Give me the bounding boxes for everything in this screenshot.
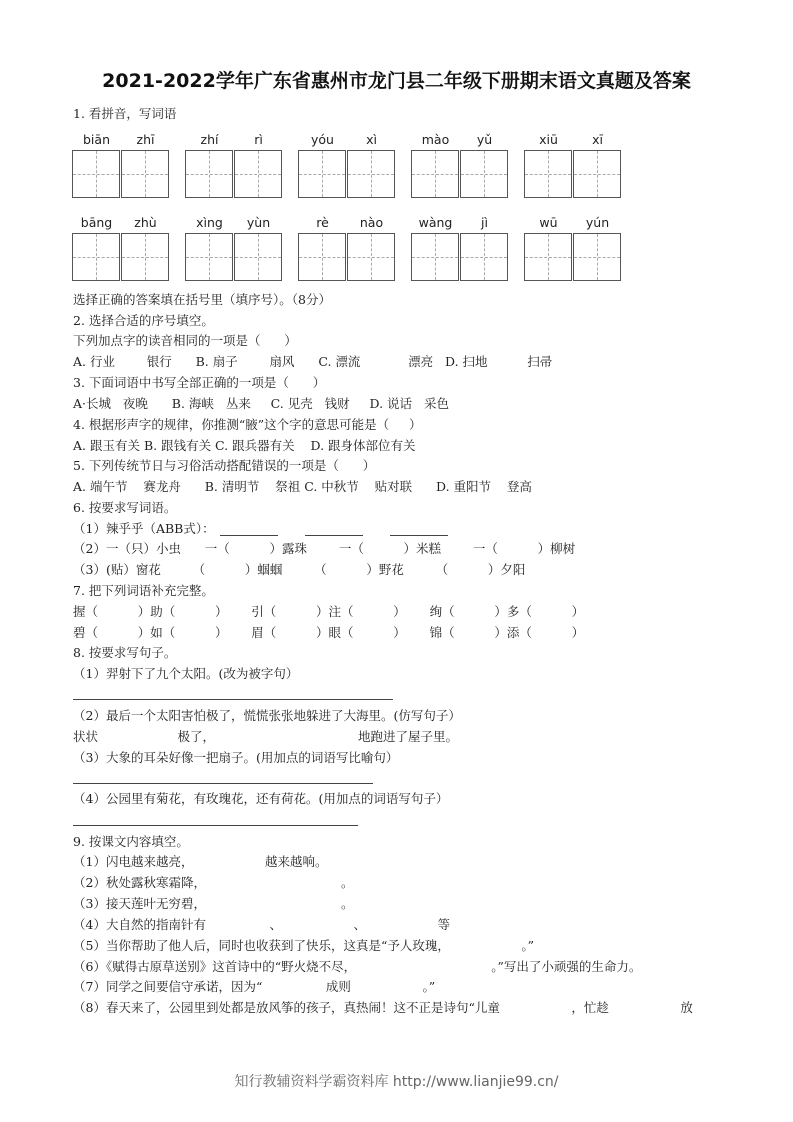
question-4-heading: 4. 根据形声字的规律，你推测“腋”这个字的意思可能是（ ）	[73, 417, 422, 432]
question-text: （1）辣乎乎（ABB式）：	[73, 521, 215, 536]
instruction-line: 选择正确的答案填在括号里（填序号）。（8分）	[73, 292, 331, 307]
answer-blank[interactable]	[305, 535, 363, 536]
question-text: （2）一（只）小虫 一（ ）露珠 一（ ）米糕 一（ ）柳树	[73, 541, 576, 556]
question-2-heading: 2. 选择合适的序号填空。	[73, 313, 214, 328]
question-7-heading: 7. 把下列词语补充完整。	[73, 583, 214, 598]
writing-box[interactable]	[185, 233, 233, 281]
page-title: 2021-2022学年广东省惠州市龙门县二年级下册期末语文真题及答案	[102, 70, 691, 92]
question-text: （5）当你帮助了他人后，同时也收获到了快乐，这真是“予人玫瑰， 。”	[73, 938, 535, 953]
footer-watermark: 知行教辅资料学霸资料库 http://www.lianjie99.cn/	[234, 1074, 559, 1090]
pinyin-syllable: zhí	[200, 132, 219, 147]
question-text: 下列加点字的读音相同的一项是（ ）	[73, 333, 297, 348]
pinyin-syllable: yún	[585, 215, 610, 230]
pinyin-syllable: xiū	[539, 132, 558, 147]
pinyin-word-3	[298, 132, 396, 212]
question-text: 状状 极了， 地跑进了屋子里。	[73, 729, 459, 744]
writing-box[interactable]	[524, 233, 572, 281]
pinyin-word-10	[524, 215, 622, 295]
pinyin-syllable: bāng	[80, 215, 113, 230]
question-text: （2）最后一个太阳害怕极了，慌慌张张地躲进了大海里。(仿写句子）	[73, 708, 461, 723]
pinyin-syllable: xìng	[196, 215, 223, 230]
writing-box[interactable]	[411, 233, 459, 281]
writing-box[interactable]	[72, 150, 120, 198]
answer-blank[interactable]	[390, 535, 448, 536]
pinyin-word-4	[411, 132, 509, 212]
question-text: 握（ ）助（ ） 引（ ）注（ ） 绚（ ）多（ ）	[73, 604, 585, 619]
writing-box[interactable]	[460, 150, 508, 198]
answer-options: A·长城 夜晚 B. 海峡 丛来 C. 见壳 钱财 D. 说话 采色	[73, 396, 449, 411]
pinyin-syllable: xì	[366, 132, 377, 147]
question-text: （6）《赋得古原草送别》这首诗中的“野火烧不尽， 。”写出了小顽强的生命力。	[73, 959, 642, 974]
writing-box[interactable]	[234, 150, 282, 198]
question-text: （3）(贴）窗花 （ ）蝈蝈 （ ）野花 （ ）夕阳	[73, 562, 526, 577]
question-text: （7）同学之间要信守承诺，因为“ 成则 。”	[73, 979, 436, 994]
answer-line[interactable]	[73, 699, 393, 700]
pinyin-syllable: biān	[83, 132, 110, 147]
writing-box[interactable]	[298, 150, 346, 198]
answer-line[interactable]	[73, 783, 373, 784]
pinyin-word-6	[72, 215, 170, 295]
writing-box[interactable]	[234, 233, 282, 281]
question-text: （8）春天来了，公园里到处都是放风筝的孩子，真热闹！这不正是诗句“儿童 ，忙趁 放	[73, 1000, 693, 1015]
pinyin-syllable: zhù	[134, 215, 157, 230]
question-text: （4）大自然的指南针有 、 、 等	[73, 917, 451, 932]
pinyin-syllable: wàng	[418, 215, 453, 230]
pinyin-word-5	[524, 132, 622, 212]
question-text: （1）闪电越来越亮， 越来越响。	[73, 854, 328, 869]
pinyin-syllable: yóu	[311, 132, 334, 147]
answer-options: A. 端午节 赛龙舟 B. 清明节 祭祖 C. 中秋节 贴对联 D. 重阳节 登高	[73, 479, 532, 494]
writing-box[interactable]	[347, 150, 395, 198]
pinyin-syllable: xī	[592, 132, 603, 147]
writing-box[interactable]	[347, 233, 395, 281]
pinyin-syllable: wū	[539, 215, 558, 230]
question-9-heading: 9. 按课文内容填空。	[73, 834, 189, 849]
pinyin-word-7	[185, 215, 283, 295]
question-text: 碧（ ）如（ ） 眉（ ）眼（ ） 锦（ ）添（ ）	[73, 625, 585, 640]
writing-box[interactable]	[411, 150, 459, 198]
writing-box[interactable]	[121, 233, 169, 281]
question-text: （3）接天莲叶无穷碧， 。	[73, 896, 354, 911]
pinyin-word-9	[411, 215, 509, 295]
writing-box[interactable]	[185, 150, 233, 198]
question-1-heading: 1. 看拼音，写词语	[73, 106, 177, 121]
question-5-heading: 5. 下列传统节日与习俗活动搭配错误的一项是（ ）	[73, 458, 376, 473]
answer-line[interactable]	[73, 825, 358, 826]
pinyin-word-2	[185, 132, 283, 212]
writing-box[interactable]	[573, 150, 621, 198]
question-text: （2）秋处露秋寒霜降， 。	[73, 875, 354, 890]
pinyin-syllable: rì	[254, 132, 263, 147]
pinyin-syllable: zhī	[136, 132, 155, 147]
writing-box[interactable]	[460, 233, 508, 281]
question-text: （1）羿射下了九个太阳。(改为被字句）	[73, 666, 299, 681]
pinyin-word-1	[72, 132, 170, 212]
question-6-heading: 6. 按要求写词语。	[73, 500, 177, 515]
writing-box[interactable]	[121, 150, 169, 198]
answer-options: A. 行业 银行 B. 扇子 扇风 C. 漂流 漂亮 D. 扫地 扫帚	[73, 354, 553, 369]
pinyin-syllable: yǔ	[476, 132, 493, 147]
pinyin-syllable: yùn	[246, 215, 271, 230]
question-text: （4）公园里有菊花，有玫瑰花，还有荷花。(用加点的词语写句子）	[73, 791, 449, 806]
pinyin-syllable: mào	[421, 132, 450, 147]
question-8-heading: 8. 按要求写句子。	[73, 645, 177, 660]
answer-options: A. 跟玉有关 B. 跟钱有关 C. 跟兵器有关 D. 跟身体部位有关	[73, 438, 416, 453]
pinyin-syllable: nào	[359, 215, 384, 230]
pinyin-syllable: rè	[316, 215, 329, 230]
writing-box[interactable]	[298, 233, 346, 281]
writing-box[interactable]	[573, 233, 621, 281]
answer-blank[interactable]	[220, 535, 278, 536]
pinyin-syllable: jì	[481, 215, 488, 230]
question-3-heading: 3. 下面词语中书写全部正确的一项是（ ）	[73, 375, 326, 390]
pinyin-word-8	[298, 215, 396, 295]
question-text: （3）大象的耳朵好像一把扇子。(用加点的词语写比喻句）	[73, 750, 399, 765]
writing-box[interactable]	[524, 150, 572, 198]
writing-box[interactable]	[72, 233, 120, 281]
